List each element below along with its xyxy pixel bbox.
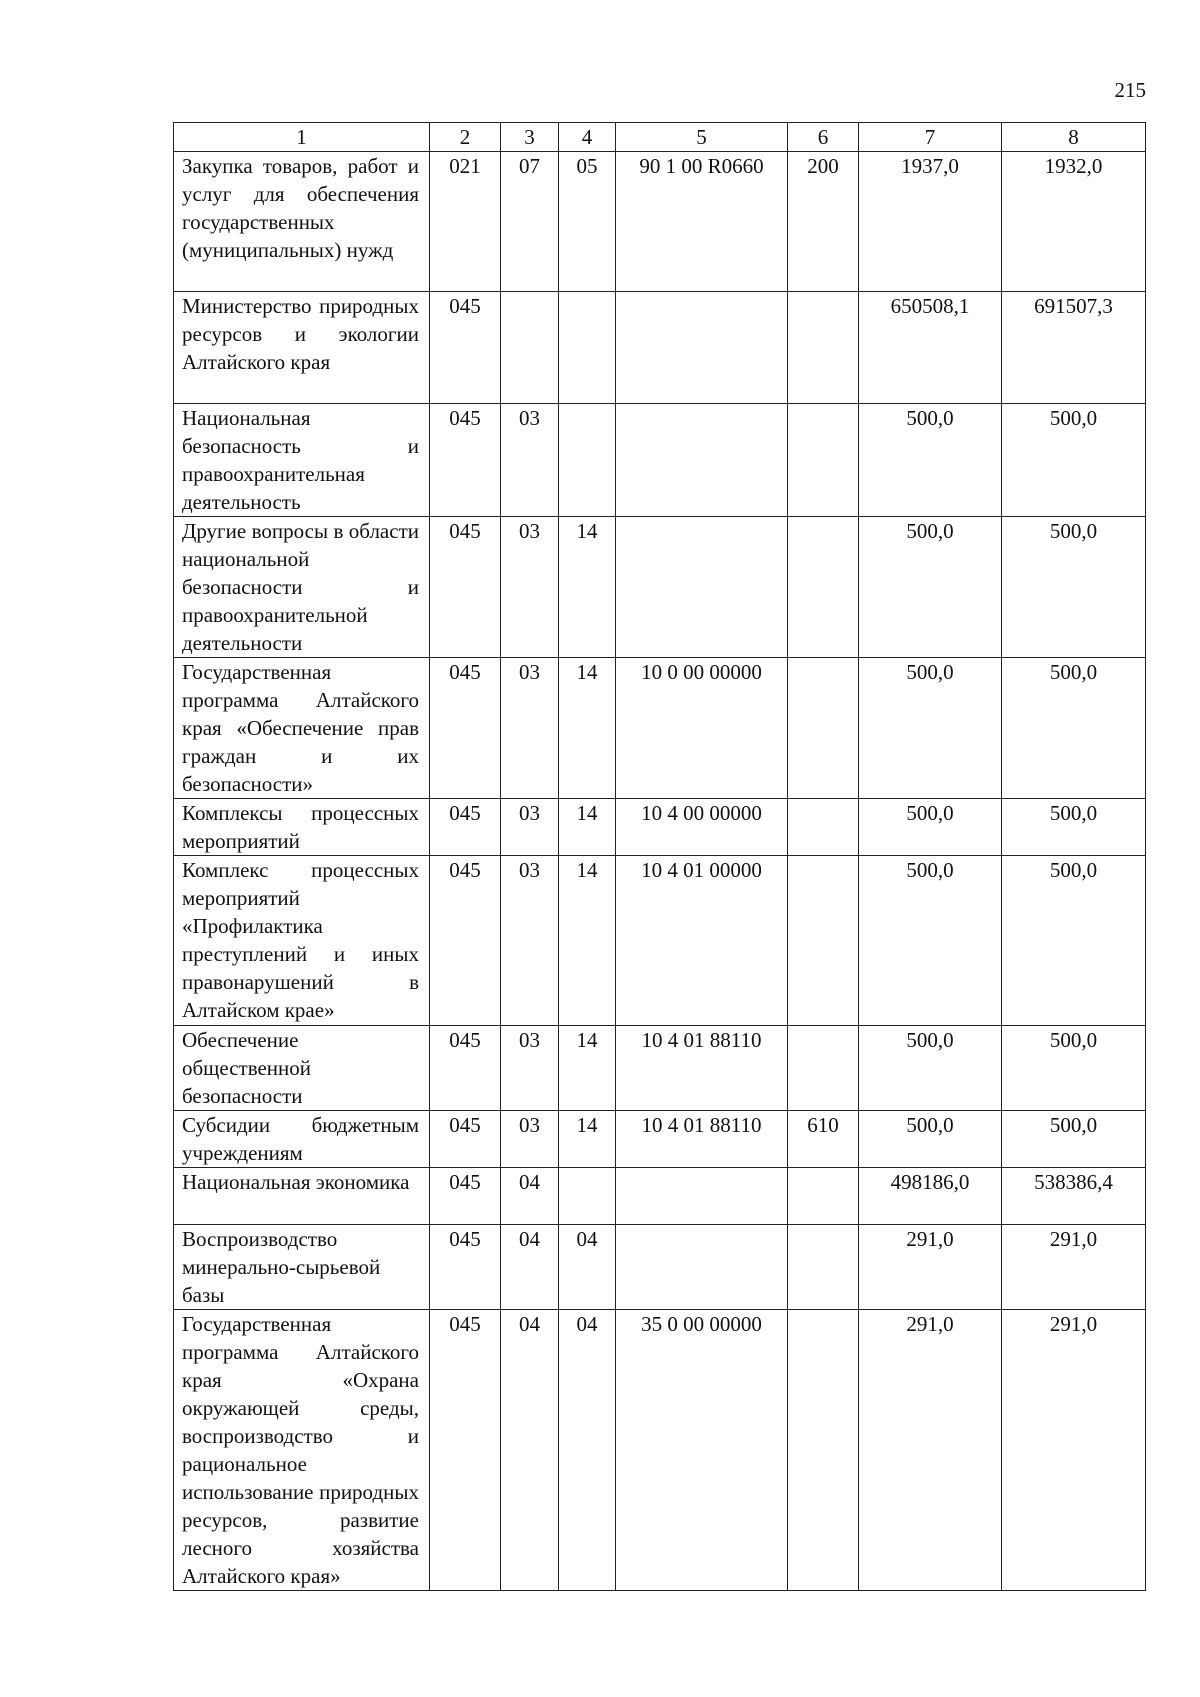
column-header: 8 — [1002, 123, 1146, 152]
table-row — [174, 292, 1146, 404]
cell-subsection — [559, 404, 616, 517]
cell-subsection: 14 — [559, 799, 616, 856]
cell-target-article: 10 0 00 00000 — [616, 658, 788, 799]
cell-amount-1: 650508,1 — [859, 292, 1002, 404]
column-header: 2 — [430, 123, 501, 152]
column-header: 6 — [788, 123, 859, 152]
cell-admin-code: 045 — [430, 292, 501, 404]
cell-amount-1: 291,0 — [859, 1310, 1002, 1591]
cell-amount-2: 691507,3 — [1002, 292, 1146, 404]
table-row — [174, 1026, 1146, 1111]
cell-target-article — [616, 517, 788, 658]
cell-subsection: 14 — [559, 1111, 616, 1168]
cell-admin-code: 045 — [430, 1168, 501, 1225]
cell-expense-type — [788, 658, 859, 799]
cell-amount-2: 500,0 — [1002, 856, 1146, 1026]
cell-admin-code: 045 — [430, 517, 501, 658]
cell-amount-2: 538386,4 — [1002, 1168, 1146, 1225]
cell-section: 03 — [501, 1111, 559, 1168]
cell-section: 07 — [501, 152, 559, 292]
row-name: Другие вопросы в области национальной безопасности и правоохранительной деятельности — [174, 517, 430, 658]
cell-section: 03 — [501, 658, 559, 799]
cell-amount-2: 500,0 — [1002, 658, 1146, 799]
row-name: Воспроизводство минерально-сырьевой базы — [174, 1225, 430, 1310]
cell-expense-type — [788, 799, 859, 856]
column-header: 5 — [616, 123, 788, 152]
cell-target-article: 10 4 01 88110 — [616, 1026, 788, 1111]
row-name: Закупка товаров, работ и услуг для обеспечения государственных (муниципальных) нужд — [174, 152, 430, 292]
cell-expense-type — [788, 856, 859, 1026]
cell-subsection: 04 — [559, 1310, 616, 1591]
cell-target-article: 10 4 01 88110 — [616, 1111, 788, 1168]
cell-admin-code: 045 — [430, 1225, 501, 1310]
table-row — [174, 1168, 1146, 1225]
table-row — [174, 404, 1146, 517]
cell-amount-1: 500,0 — [859, 1026, 1002, 1111]
cell-section: 03 — [501, 517, 559, 658]
cell-section: 04 — [501, 1168, 559, 1225]
cell-amount-2: 500,0 — [1002, 1111, 1146, 1168]
cell-admin-code: 045 — [430, 658, 501, 799]
cell-amount-2: 291,0 — [1002, 1310, 1146, 1591]
cell-amount-1: 500,0 — [859, 856, 1002, 1026]
row-name: Министерство природных ресурсов и экологии Алтайского края — [174, 292, 430, 404]
row-name: Обеспечение общественной безопасности — [174, 1026, 430, 1111]
table-row — [174, 799, 1146, 856]
cell-amount-1: 500,0 — [859, 799, 1002, 856]
cell-amount-1: 1937,0 — [859, 152, 1002, 292]
cell-admin-code: 021 — [430, 152, 501, 292]
cell-amount-2: 500,0 — [1002, 517, 1146, 658]
cell-admin-code: 045 — [430, 404, 501, 517]
row-name: Комплексы процессных мероприятий — [174, 799, 430, 856]
cell-expense-type — [788, 1168, 859, 1225]
cell-target-article: 35 0 00 00000 — [616, 1310, 788, 1591]
row-name: Государственная программа Алтайского края «Охрана окружающей среды, воспроизводство и рациональное использование природных ресурсов, развитие лесного хозяйства Алтайского края» — [174, 1310, 430, 1591]
cell-amount-1: 500,0 — [859, 658, 1002, 799]
column-header: 3 — [501, 123, 559, 152]
row-name: Государственная программа Алтайского края «Обеспечение прав граждан и их безопасности» — [174, 658, 430, 799]
table-row — [174, 1111, 1146, 1168]
page-number: 215 — [1114, 78, 1146, 102]
cell-amount-2: 291,0 — [1002, 1225, 1146, 1310]
cell-amount-1: 291,0 — [859, 1225, 1002, 1310]
row-name: Национальная безопасность и правоохранительная деятельность — [174, 404, 430, 517]
cell-subsection: 14 — [559, 856, 616, 1026]
cell-expense-type: 610 — [788, 1111, 859, 1168]
cell-subsection — [559, 292, 616, 404]
cell-expense-type — [788, 1026, 859, 1111]
table-row — [174, 152, 1146, 292]
cell-subsection: 05 — [559, 152, 616, 292]
cell-amount-2: 500,0 — [1002, 799, 1146, 856]
cell-expense-type — [788, 517, 859, 658]
cell-target-article — [616, 292, 788, 404]
cell-subsection — [559, 1168, 616, 1225]
cell-amount-1: 500,0 — [859, 404, 1002, 517]
cell-target-article — [616, 404, 788, 517]
cell-expense-type — [788, 292, 859, 404]
cell-expense-type: 200 — [788, 152, 859, 292]
cell-expense-type — [788, 1310, 859, 1591]
table-row — [174, 1225, 1146, 1310]
cell-amount-1: 500,0 — [859, 517, 1002, 658]
cell-section: 04 — [501, 1310, 559, 1591]
row-name: Национальная экономика — [174, 1168, 430, 1225]
cell-amount-2: 500,0 — [1002, 1026, 1146, 1111]
table-row — [174, 856, 1146, 1026]
column-header: 7 — [859, 123, 1002, 152]
row-name: Комплекс процессных мероприятий «Профилактика преступлений и иных правонарушений в Алтайском крае» — [174, 856, 430, 1026]
cell-target-article — [616, 1225, 788, 1310]
cell-amount-1: 500,0 — [859, 1111, 1002, 1168]
cell-subsection: 04 — [559, 1225, 616, 1310]
table-header-row — [174, 123, 1146, 152]
cell-admin-code: 045 — [430, 799, 501, 856]
table-row — [174, 658, 1146, 799]
cell-target-article: 10 4 00 00000 — [616, 799, 788, 856]
budget-table — [173, 122, 1146, 1591]
table-row — [174, 517, 1146, 658]
cell-admin-code: 045 — [430, 1310, 501, 1591]
cell-section: 03 — [501, 799, 559, 856]
cell-subsection: 14 — [559, 658, 616, 799]
cell-admin-code: 045 — [430, 1026, 501, 1111]
cell-section: 04 — [501, 1225, 559, 1310]
cell-admin-code: 045 — [430, 856, 501, 1026]
cell-amount-1: 498186,0 — [859, 1168, 1002, 1225]
column-header: 1 — [174, 123, 430, 152]
cell-amount-2: 500,0 — [1002, 404, 1146, 517]
cell-amount-2: 1932,0 — [1002, 152, 1146, 292]
cell-target-article — [616, 1168, 788, 1225]
row-name: Субсидии бюджетным учреждениям — [174, 1111, 430, 1168]
cell-section — [501, 292, 559, 404]
cell-subsection: 14 — [559, 1026, 616, 1111]
cell-expense-type — [788, 1225, 859, 1310]
cell-section: 03 — [501, 856, 559, 1026]
cell-expense-type — [788, 404, 859, 517]
column-header: 4 — [559, 123, 616, 152]
cell-target-article: 10 4 01 00000 — [616, 856, 788, 1026]
cell-target-article: 90 1 00 R0660 — [616, 152, 788, 292]
table-row — [174, 1310, 1146, 1591]
cell-section: 03 — [501, 1026, 559, 1111]
cell-section: 03 — [501, 404, 559, 517]
cell-admin-code: 045 — [430, 1111, 501, 1168]
cell-subsection: 14 — [559, 517, 616, 658]
